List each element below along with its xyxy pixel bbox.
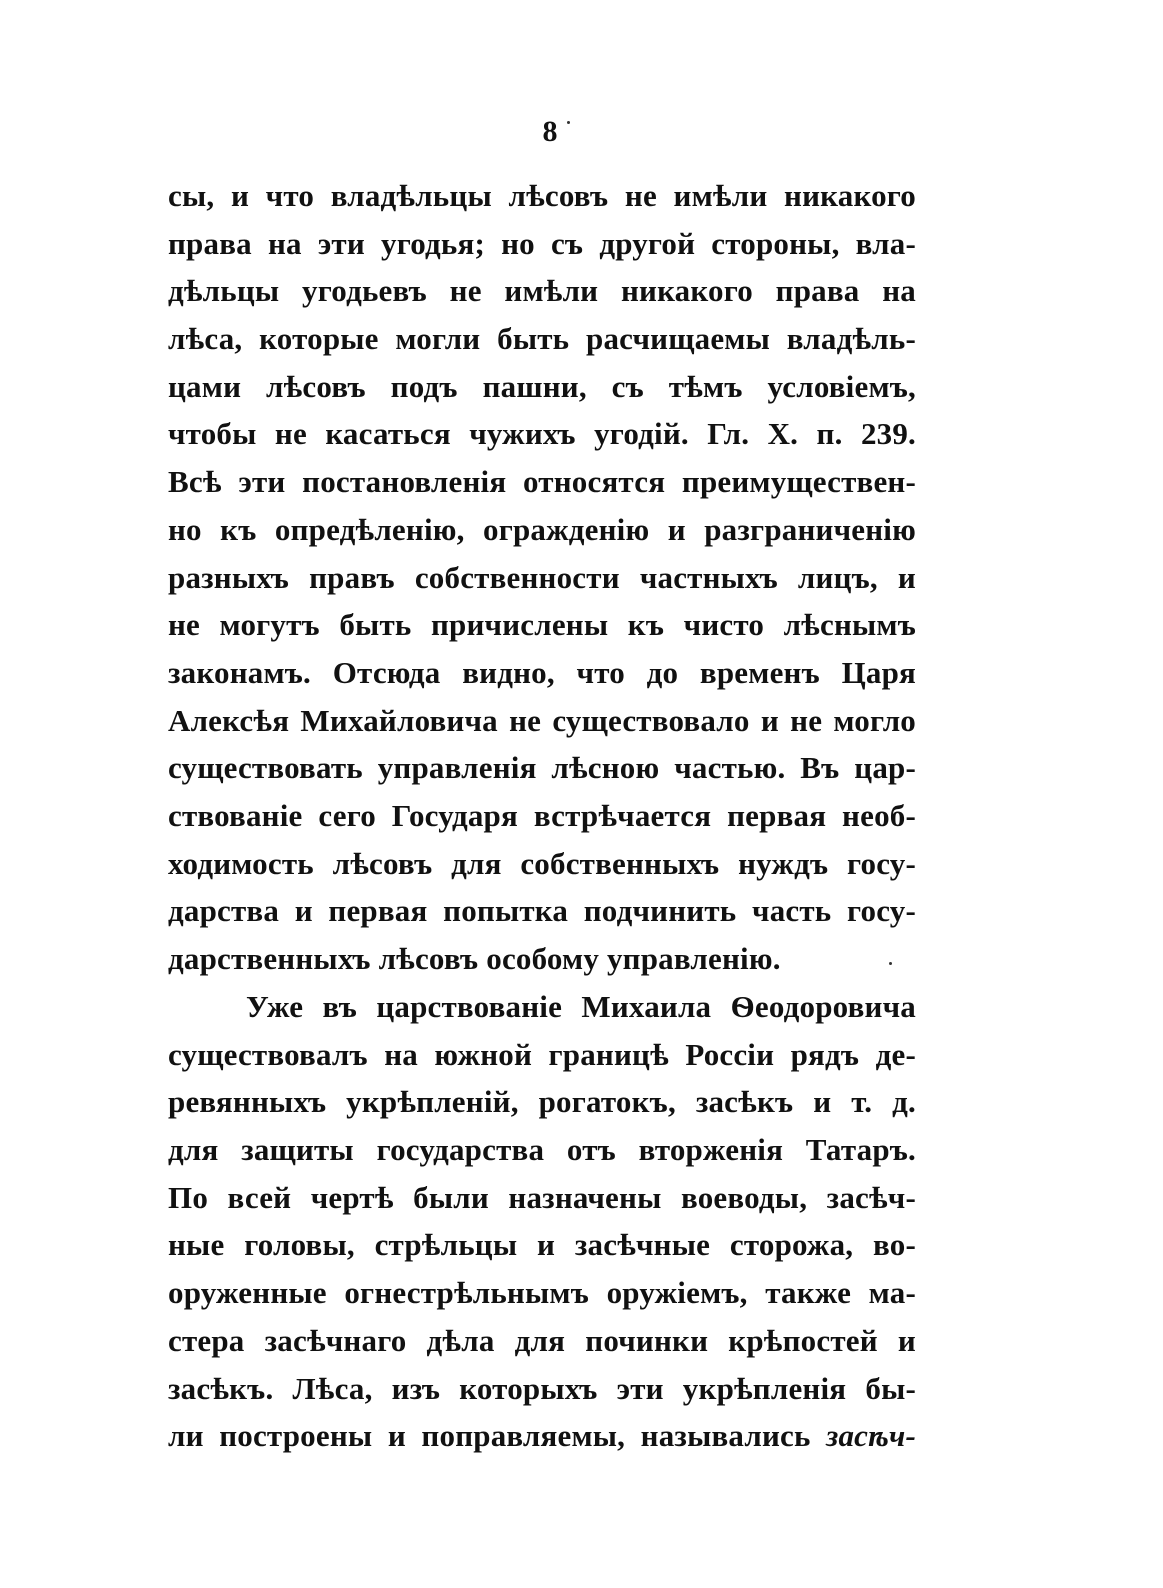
- text-line: стера засѣчнаго дѣла для починки крѣпостей и: [168, 1322, 916, 1358]
- text-line: дарства и первая попытка подчинить часть госу-: [168, 893, 916, 929]
- text-line-start: ли построены и поправляемы, назывались: [168, 1418, 811, 1454]
- print-speck: [567, 121, 570, 124]
- text-line: Уже въ царствованіе Михаила Ѳеодоровича: [246, 989, 916, 1024]
- text-line: засѣкъ. Лѣса, изъ которыхъ эти укрѣпленія бы-: [168, 1370, 916, 1406]
- italic-term: засѣч-: [826, 1418, 916, 1454]
- text-line-with-italic: [168, 1412, 916, 1460]
- text-line: для защиты государства отъ вторженія Татаръ.: [168, 1132, 916, 1168]
- text-line: ствованіе сего Государя встрѣчается первая необ-: [168, 797, 916, 833]
- text-line: дѣльцы угодьевъ не имѣли никакого права на: [168, 273, 916, 309]
- text-line: не могутъ быть причислены къ чисто лѣснымъ: [168, 607, 916, 643]
- text-line: цами лѣсовъ подъ пашни, съ тѣмъ условіемъ,: [168, 368, 916, 404]
- text-line: разныхъ правъ собственности частныхъ лицъ, и: [168, 559, 916, 595]
- text-line: права на эти угодья; но съ другой стороны, вла-: [168, 225, 916, 261]
- text-line: ходимость лѣсовъ для собственныхъ нуждъ госу-: [168, 845, 916, 881]
- text-line: существовать управленія лѣсною частью. Въ цар-: [168, 750, 916, 786]
- text-line: Всѣ эти постановленія относятся преимуществен-: [168, 464, 916, 500]
- text-line: ревянныхъ укрѣпленій, рогатокъ, засѣкъ и т. д.: [168, 1084, 916, 1120]
- page-number: 8: [542, 115, 558, 148]
- text-line: законамъ. Отсюда видно, что до временъ Царя: [168, 654, 916, 690]
- text-line: ные головы, стрѣльцы и засѣчные сторожа, во-: [168, 1227, 916, 1263]
- text-line: чтобы не касаться чужихъ угодій. Гл. X. п. 239.: [168, 416, 916, 452]
- text-line: оруженные огнестрѣльнымъ оружіемъ, также ма-: [168, 1275, 916, 1311]
- paragraph-1: [168, 172, 916, 983]
- print-speck: [889, 962, 892, 965]
- text-line: лѣса, которые могли быть расчищаемы владѣль-: [168, 321, 916, 357]
- text-line: По всей чертѣ были назначены воеводы, засѣч-: [168, 1179, 916, 1215]
- text-line: Алексѣя Михайловича не существовало и не могло: [168, 702, 916, 738]
- text-line: существовалъ на южной границѣ Россіи рядъ де-: [168, 1036, 916, 1072]
- text-line: сы, и что владѣльцы лѣсовъ не имѣли никакого: [168, 178, 916, 213]
- text-line: но къ опредѣленію, огражденію и разграниченію: [168, 511, 916, 547]
- text-line: дарственныхъ лѣсовъ особому управленію.: [168, 941, 781, 976]
- paragraph-2: [168, 983, 916, 1460]
